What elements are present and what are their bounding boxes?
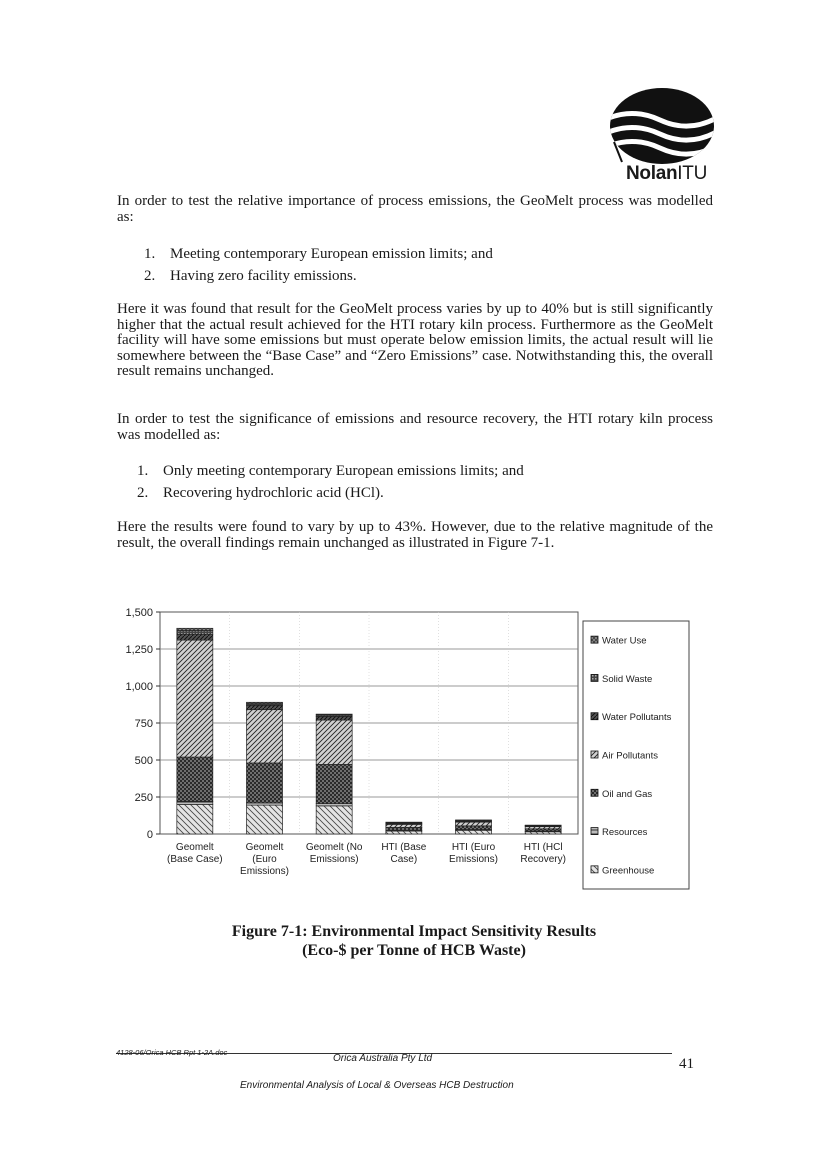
environmental-impact-chart (112, 600, 702, 900)
bar-segment-oil-and-gas (247, 763, 283, 803)
list1-item-1 (144, 246, 493, 262)
bar-segment-water-use (456, 820, 492, 821)
bar-segment-air-pollutants (456, 822, 492, 826)
y-tick-label: 500 (134, 755, 153, 767)
bar-segment-oil-and-gas (177, 757, 213, 801)
list1-item-2 (144, 268, 357, 284)
paragraph-1: In order to test the relative importance of process emissions, the GeoMelt process was modelled as: (117, 193, 713, 225)
chart-legend (583, 621, 689, 889)
bar-segment-greenhouse (456, 830, 492, 834)
x-tick-label: Geomelt (Base Case) (167, 842, 223, 865)
bar-segment-water-use (386, 822, 422, 823)
y-axis (125, 607, 160, 841)
legend-swatch (591, 789, 598, 796)
paragraph-3: In order to test the significance of emissions and resource recovery, the HTI rotary kiln process was modelled as: (117, 411, 713, 443)
plot-area (125, 607, 578, 877)
legend-label: Resources (602, 827, 648, 839)
list-text: Only meeting contemporary European emissions limits; and (163, 463, 524, 479)
logo-wordmark (626, 163, 707, 185)
bar-segment-greenhouse (177, 804, 213, 834)
x-tick-label: Geomelt (No Emissions) (305, 842, 363, 865)
bar-segment-solid-waste (177, 631, 213, 635)
bar-segment-air-pollutants (247, 710, 283, 763)
bar-segment-resources (177, 801, 213, 804)
list-text: Meeting contemporary European emission limits; and (170, 246, 493, 262)
caption-line-1: Figure 7-1: Environmental Impact Sensitivity Results (231, 923, 597, 940)
legend-swatch (591, 751, 598, 758)
bar-segment-oil-and-gas (456, 826, 492, 830)
legend-label: Solid Waste (602, 673, 653, 685)
legend-swatch (591, 636, 598, 643)
legend-label: Greenhouse (602, 865, 655, 877)
bar-segment-water-pollutants (177, 634, 213, 640)
paragraph-4: Here the results were found to vary by up to 43%. However, due to the relative magnitude of the result, the overall findings remain unchanged as illustrated in Figure 7-1. (117, 519, 713, 551)
y-tick-label: 1,250 (125, 644, 153, 656)
bar-segment-oil-and-gas (386, 827, 422, 830)
bar-segment-water-use (247, 702, 283, 703)
x-axis (167, 842, 566, 877)
page-number: 41 (679, 1056, 694, 1072)
bar-segment-air-pollutants (177, 640, 213, 757)
legend-label: Water Pollutants (602, 712, 672, 724)
list-number: 2. (144, 268, 156, 284)
caption-line-2: (Eco-$ per Tonne of HCB Waste) (302, 942, 526, 959)
list-number: 1. (144, 246, 156, 262)
logo-brand-bold: Nolan (626, 163, 678, 184)
footer-company: Orica Australia Pty Ltd (333, 1053, 433, 1064)
legend-label: Oil and Gas (602, 788, 653, 800)
figure-caption (0, 922, 828, 960)
bar-segment-water-pollutants (247, 705, 283, 709)
y-tick-label: 1,500 (125, 607, 153, 619)
bar-segment-water-use (316, 714, 352, 715)
legend-label: Air Pollutants (602, 750, 658, 762)
legend-label: Water Use (602, 635, 647, 647)
y-tick-label: 750 (134, 718, 153, 730)
logo-brand-light: ITU (677, 163, 707, 184)
bar-segment-greenhouse (386, 831, 422, 834)
legend-swatch (591, 713, 598, 720)
paragraph-2: Here it was found that result for the GeoMelt process varies by up to 40% but is still significantly higher that the actual result achieved for the HTI rotary kiln process. Furthermore as the GeoMelt facility will have some emissions but must operate below emission limits, the actual result will lie somewhere between the “Base Case” and “Zero Emissions” case. Notwithstanding this, the overall result remains unchanged. (117, 301, 713, 379)
legend-swatch (591, 828, 598, 835)
legend-swatch (591, 674, 598, 681)
bar-segment-air-pollutants (386, 824, 422, 827)
x-tick-label: Geomelt (Euro Emissions) (240, 842, 289, 877)
bar-segment-greenhouse (316, 806, 352, 834)
list-number: 1. (137, 463, 149, 479)
x-tick-label: HTI (Euro Emissions) (449, 842, 498, 865)
list2-item-1 (137, 463, 524, 479)
y-tick-label: 1,000 (125, 681, 153, 693)
bar-segment-oil-and-gas (316, 764, 352, 803)
bar-segment-greenhouse (247, 805, 283, 834)
list-text: Having zero facility emissions. (170, 268, 357, 284)
list-number: 2. (137, 485, 149, 501)
y-tick-label: 250 (134, 792, 153, 804)
bar-segment-air-pollutants (316, 720, 352, 764)
list2-item-2 (137, 485, 384, 501)
x-tick-label: HTI (HCl Recovery) (520, 842, 566, 865)
bar-segment-water-use (177, 628, 213, 630)
legend-swatch (591, 866, 598, 873)
y-tick-label: 0 (146, 829, 153, 841)
list-text: Recovering hydrochloric acid (HCl). (163, 485, 384, 501)
footer-doc-ref: 4128-06/Orica HCB Rpt 1-2A.doc (116, 1048, 228, 1057)
footer-report-title: Environmental Analysis of Local & Overseas HCB Destruction (240, 1080, 514, 1091)
bar-segment-water-pollutants (316, 716, 352, 720)
x-tick-label: HTI (Base Case) (381, 842, 427, 865)
